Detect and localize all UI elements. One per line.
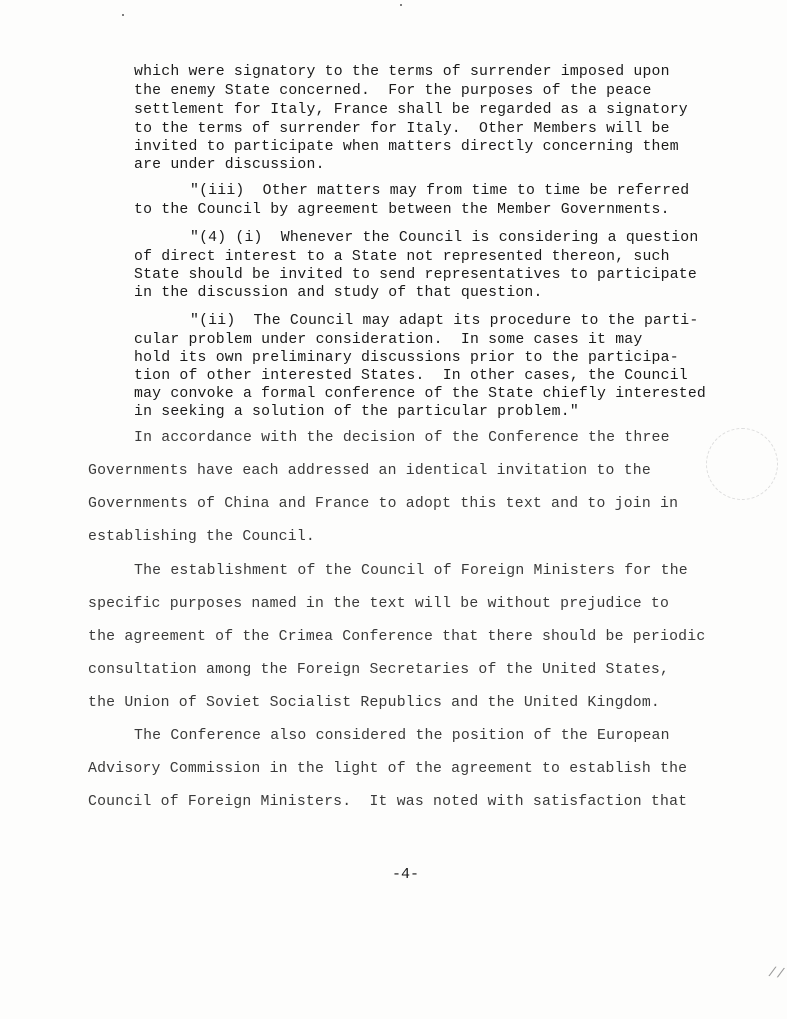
para1-line: establishing the Council. bbox=[88, 529, 315, 545]
block1-line: settlement for Italy, France shall be regarded as a signatory bbox=[134, 102, 688, 118]
para3-line: Advisory Commission in the light of the agreement to establish the bbox=[88, 761, 688, 777]
block4-line: in seeking a solution of the particular problem." bbox=[134, 404, 579, 420]
block4-line: hold its own preliminary discussions prior to the participa- bbox=[134, 350, 679, 366]
para2-line: the Union of Soviet Socialist Republics and the United Kingdom. bbox=[88, 695, 661, 711]
block3-line: in the discussion and study of that question. bbox=[134, 285, 543, 301]
page-number: -4- bbox=[392, 866, 420, 883]
margin-pencil-mark: // bbox=[766, 964, 786, 984]
block1-line: which were signatory to the terms of surrender imposed upon bbox=[134, 64, 670, 80]
para2-line: The establishment of the Council of Foreign Ministers for the bbox=[134, 563, 688, 579]
para2-line: consultation among the Foreign Secretaries of the United States, bbox=[88, 662, 670, 678]
block3-line: "(4) (i) Whenever the Council is considering a question bbox=[190, 230, 699, 246]
block3-line: of direct interest to a State not represented thereon, such bbox=[134, 249, 670, 265]
block1-line: to the terms of surrender for Italy. Other Members will be bbox=[134, 121, 670, 137]
block4-line: "(ii) The Council may adapt its procedure to the parti- bbox=[190, 313, 699, 329]
block2-line: "(iii) Other matters may from time to time be referred bbox=[190, 183, 690, 199]
para1-line: In accordance with the decision of the Conference the three bbox=[134, 430, 670, 446]
scan-speck bbox=[122, 14, 124, 16]
block1-line: invited to participate when matters directly concerning them bbox=[134, 139, 679, 155]
para1-line: Governments of China and France to adopt this text and to join in bbox=[88, 496, 679, 512]
para3-line: The Conference also considered the position of the European bbox=[134, 728, 670, 744]
faint-stamp-impression bbox=[706, 428, 778, 500]
para2-line: the agreement of the Crimea Conference that there should be periodic bbox=[88, 629, 706, 645]
block4-line: cular problem under consideration. In some cases it may bbox=[134, 332, 643, 348]
block4-line: tion of other interested States. In other cases, the Council bbox=[134, 368, 688, 384]
scan-speck bbox=[400, 4, 402, 6]
block1-line: the enemy State concerned. For the purposes of the peace bbox=[134, 83, 652, 99]
block1-line: are under discussion. bbox=[134, 157, 325, 173]
para3-line: Council of Foreign Ministers. It was noted with satisfaction that bbox=[88, 794, 688, 810]
block4-line: may convoke a formal conference of the State chiefly interested bbox=[134, 386, 707, 402]
para2-line: specific purposes named in the text will be without prejudice to bbox=[88, 596, 670, 612]
block3-line: State should be invited to send representatives to participate bbox=[134, 267, 697, 283]
para1-line: Governments have each addressed an identical invitation to the bbox=[88, 463, 651, 479]
block2-line: to the Council by agreement between the Member Governments. bbox=[134, 202, 670, 218]
